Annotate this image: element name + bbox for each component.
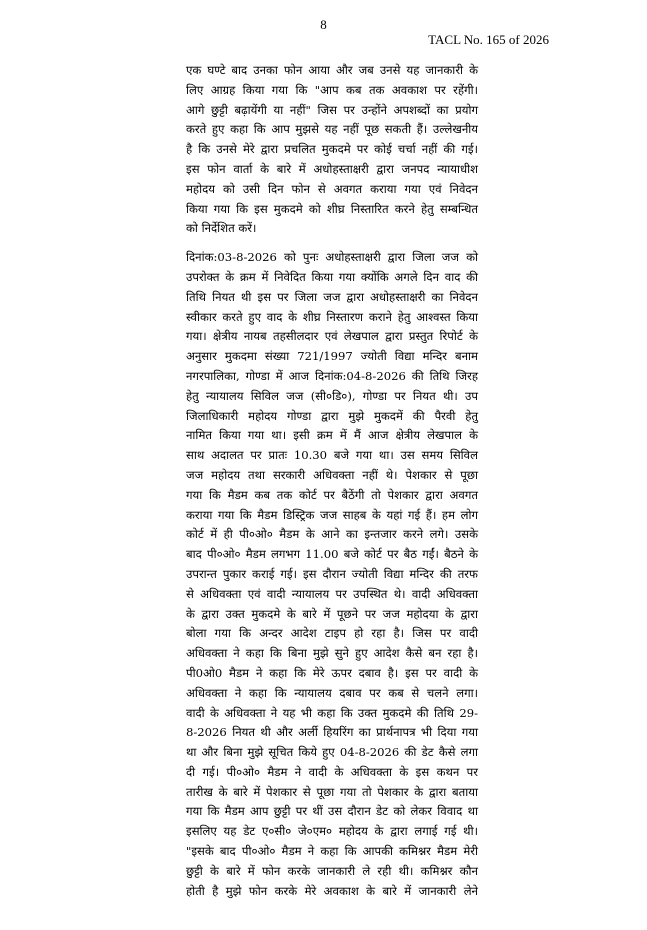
- paragraph-2: [186, 248, 478, 901]
- case-reference: TACL No. 165 of 2026: [428, 32, 549, 47]
- text-line: तारीख के बारे में पेशकार से पूछा गया तो पेशकार के द्वारा बताया: [186, 784, 478, 799]
- text-line: "इसके बाद पी०ओ० मैडम ने कहा कि आपकी कमिश्नर मैडम मेरी: [186, 844, 478, 859]
- text-line: से अधिवक्ता एवं वादी न्यायालय पर उपस्थित थे। वादी अधिवक्ता: [186, 586, 478, 601]
- text-line: कराया गया कि मैडम डिस्ट्रिक जज साहब के यहां गई हैं। हम लोग: [186, 507, 478, 522]
- text-line: बोला गया कि अन्दर आदेश टाइप हो रहा है। जिस पर वादी: [186, 626, 478, 641]
- text-line: आगे छुट्टी बढ़ायेंगी या नहीं" जिस पर उन्होंने अपशब्दों का प्रयोग: [186, 102, 478, 117]
- text-line: अधिवक्ता ने कहा कि बिना मुझे सुने हुए आदेश कैसे बन रहा है।: [186, 646, 478, 661]
- text-line: को निर्देशित करें।: [186, 221, 257, 236]
- text-line: 8-2026 नियत थी और अर्ली हियरिंग का प्रार्थनापत्र भी दिया गया: [186, 725, 478, 740]
- text-line: महोदय को उसी दिन फोन से अवगत कराया गया एवं निवेदन: [186, 181, 478, 196]
- paragraph-1: [186, 61, 478, 239]
- text-line: जज महोदय तथा सरकारी अधिवक्ता नहीं थे। पेशकार से पूछा: [186, 467, 478, 482]
- text-line: अधिवक्ता ने कहा कि न्यायालय दबाव पर कब से चलने लगा।: [186, 685, 478, 700]
- text-line: करते हुए कहा कि आप मुझसे यह नहीं पूछ सकती हैं। उल्लेखनीय: [186, 122, 478, 137]
- text-line: नामित किया गया था। इसी क्रम में मैं आज क्षेत्रीय लेखपाल के: [186, 428, 478, 443]
- text-line: पी0ओ0 मैडम ने कहा कि मेरे ऊपर दबाव है। इस पर वादी के: [186, 665, 478, 680]
- text-line: कोर्ट में ही पी०ओ० मैडम के आने का इन्तजार करने लगे। उसके: [186, 527, 478, 542]
- text-line: छुट्टी के बारे में फोन करके जानकारी ले रही थी। कमिश्नर कौन: [186, 863, 478, 878]
- text-line: बाद पी०ओ० मैडम लगभग 11.00 बजे कोर्ट पर बैठ गईं। बैठने के: [186, 547, 478, 562]
- body-text: [186, 61, 478, 901]
- text-line: हेतु न्यायालय सिविल जज (सी०डि०), गोण्डा पर नियत थी। उप: [186, 388, 478, 403]
- text-line: जिलाधिकारी महोदय गोण्डा द्वारा मुझे मुकदमें की पैरवी हेतु: [186, 408, 478, 423]
- text-line: दिनांक:03-8-2026 को पुनः अधोहस्ताक्षरी द्वारा जिला जज को: [186, 250, 478, 265]
- text-line: वादी के अधिवक्ता ने यह भी कहा कि उक्त मुकदमे की तिथि 29-: [186, 705, 478, 720]
- text-line: होती है मुझे फोन करके मेरे अवकाश के बारे में जानकारी लेने: [186, 883, 478, 898]
- text-line: एक घण्टे बाद उनका फोन आया और जब उनसे यह जानकारी के: [186, 63, 478, 77]
- text-line: इस फोन वार्ता के बारे में अधोहस्ताक्षरी द्वारा जनपद न्यायाधीश: [186, 161, 478, 176]
- text-line: स्वीकार करते हुए वाद के शीघ्र निस्तारण कराने हेतु आश्वस्त किया: [186, 309, 478, 324]
- text-line: लिए आग्रह किया गया कि "आप कब तक अवकाश पर रहेंगी।: [186, 82, 478, 97]
- text-line: दी गई। पी०ओ० मैडम ने वादी के अधिवक्ता के इस कथन पर: [186, 764, 478, 779]
- text-line: गया। क्षेत्रीय नायब तहसीलदार एवं लेखपाल द्वारा प्रस्तुत रिपोर्ट के: [186, 329, 478, 344]
- text-line: के द्वारा उक्त मुकदमे के बारे में पूछने पर जज महोदया के द्वारा: [186, 606, 478, 621]
- text-line: उपरोक्त के क्रम में निवेदित किया गया क्योंकि अगले दिन वाद की: [186, 269, 478, 284]
- text-line: किया गया कि इस मुकदमे को शीघ्र निस्तारित करने हेतु सम्बन्धित: [186, 201, 478, 216]
- text-line: तिथि नियत थी इस पर जिला जज द्वारा अधोहस्ताक्षरी का निवेदन: [186, 289, 478, 304]
- text-line: नगरपालिका, गोण्डा में आज दिनांक:04-8-2026 की तिथि जिरह: [186, 368, 478, 383]
- text-line: साथ अदालत पर प्रातः 10.30 बजे गया था। उस समय सिविल: [186, 448, 478, 463]
- text-line: है कि उनसे मेरे द्वारा प्रचलित मुकदमे पर कोई चर्चा नहीं की गई।: [186, 142, 478, 157]
- text-line: अनुसार मुकदमा संख्या 721/1997 ज्योती विद्या मन्दिर बनाम: [186, 349, 478, 364]
- text-line: था और बिना मुझे सूचित किये हुए 04-8-2026 की डेट कैसे लगा: [186, 745, 478, 760]
- text-line: गया कि मैडम आप छुट्टी पर थीं उस दौरान डेट को लेकर विवाद था: [186, 804, 478, 819]
- page-number: 8: [320, 17, 327, 32]
- text-line: उपरान्त पुकार कराई गई। इस दौरान ज्योती विद्या मन्दिर की तरफ: [186, 566, 478, 581]
- text-line: गया कि मैडम कब तक कोर्ट पर बैठेंगी तो पेशकार द्वारा अवगत: [186, 487, 478, 502]
- text-line: इसलिए यह डेट ए०सी० जे०एम० महोदय के द्वारा लगाई गई थी।: [186, 824, 478, 839]
